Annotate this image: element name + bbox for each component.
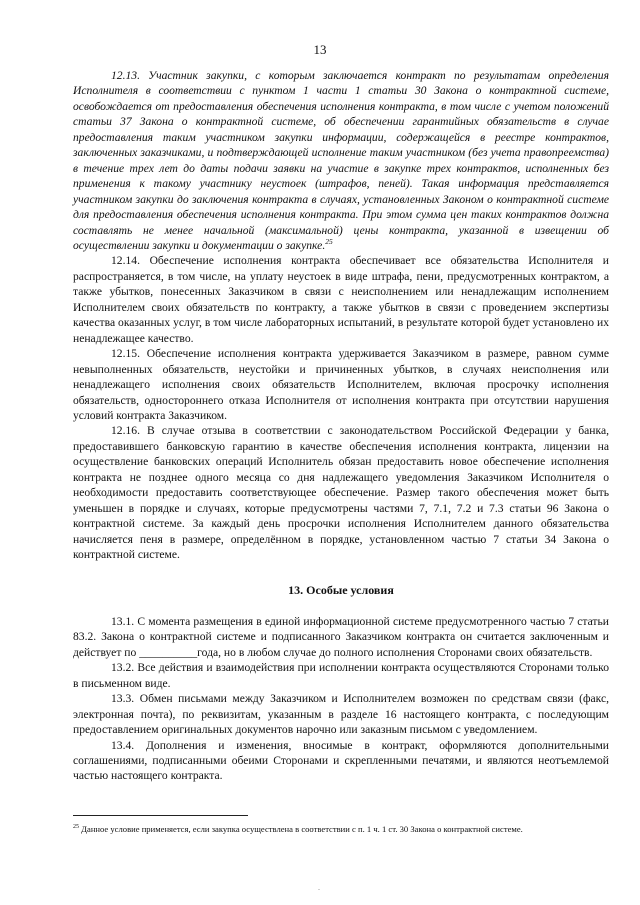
footnote-number: 25 bbox=[73, 824, 79, 831]
footnote-reference: 25 bbox=[325, 237, 333, 247]
bottom-mark: . bbox=[318, 883, 320, 892]
footnote-divider bbox=[73, 815, 248, 816]
clause-13-1: 13.1. С момента размещения в единой информационной системе предусмотренного частью 7 статьи 83.2. Закона о контрактной системе и подписанного Заказчиком контракта он считается заключенным и действует по __________года, но в любом случае до полного исполнения Сторонами своих обязательств. bbox=[73, 614, 609, 659]
section-gap bbox=[73, 563, 609, 577]
page-number: 13 bbox=[313, 42, 327, 57]
clause-12-14: 12.14. Обеспечение исполнения контракта обеспечивает все обязательства Исполнителя и распространяется, в том числе, на уплату неустоек в виде штрафа, пени, предусмотренных контрактом, а также убытков, понесенных Заказчиком в связи с неисполнением или ненадлежащим исполнением Исполнителем своих обязательств по контракту, а также убытков в связи с проведением экспертизы качества оказанных услуг, в том числе лабораторных испытаний, в результате которой будет установлено их ненадлежащее качество. bbox=[73, 254, 609, 345]
clause-12-13 bbox=[73, 68, 609, 253]
document-body bbox=[73, 68, 609, 784]
clause-12-13-text: 12.13. Участник закупки, с которым заключается контракт по результатам определения Исполнителя в соответствии с пунктом 1 части 1 статьи 30 Закона о контрактной системе, освобождается от предоставления обеспечения исполнения контракта, в том числе с учетом положений статьи 37 Закона о контрактной системе, об обеспечении гарантийных обязательств в случае предоставления таким участником закупки информации, содержащейся в реестре контрактов, заключенных заказчиками, и подтверждающей исполнение таким участником (без учета правопреемства) в течение трех лет до даты подачи заявки на участие в закупке трех контрактов, исполненных без применения к такому участнику неустоек (штрафов, пеней). Такая информация представляется участником закупки до заключения контракта в случаях, установленных Законом о контрактной системе для предоставления обеспечения исполнения контракта. При этом сумма цен таких контрактов должна составлять не менее начальной (максимальной) цены контракта, указанной в извещении об осуществлении закупки и документации о закупке. bbox=[73, 69, 609, 252]
footnote bbox=[73, 823, 609, 835]
clause-12-16: 12.16. В случае отзыва в соответствии с законодательством Российской Федерации у банка, предоставившего банковскую гарантию в качестве обеспечения исполнения контракта, лицензии на осуществление банковских операций Исполнитель обязан предоставить новое обеспечение исполнения контракта не позднее одного месяца со дня надлежащего уведомления Заказчиком Исполнителя о необходимости предоставить соответствующее обеспечение. Размер такого обеспечения может быть уменьшен в порядке и случаях, которые предусмотрены частями 7, 7.1, 7.2 и 7.3 статьи 96 Закона о контрактной системе. За каждый день просрочки исполнения Исполнителем данного обязательства начисляется пеня в размере, определённом в порядке, установленном частью 7 статьи 34 Закона о контрактной системе. bbox=[73, 424, 609, 562]
footnote-text: Данное условие применяется, если закупка осуществлена в соответствии с п. 1 ч. 1 ст. 30 Закона о контрактной системе. bbox=[79, 824, 523, 834]
section-13-heading: 13. Особые условия bbox=[288, 582, 394, 597]
clause-13-4: 13.4. Дополнения и изменения, вносимые в контракт, оформляются дополнительными соглашениями, подписанными обеими Сторонами и скрепленными печатями, и являются неотъемлемой частью настоящего контракта. bbox=[73, 738, 609, 783]
clause-13-3: 13.3. Обмен письмами между Заказчиком и Исполнителем возможен по средствам связи (факс, электронная почта), по реквизитам, указанным в разделе 16 настоящего контракта, с последующим предоставлением оригинальных документов нарочно или заказным письмом с уведомлением. bbox=[73, 692, 609, 737]
clause-13-2: 13.2. Все действия и взаимодействия при исполнении контракта осуществляются Сторонами только в письменном виде. bbox=[73, 661, 609, 690]
clause-12-15: 12.15. Обеспечение исполнения контракта удерживается Заказчиком в размере, равном сумме невыполненных обязательств, неустойки и причиненных убытков, в случаях неисполнения или ненадлежащего исполнения своих обязательств Исполнителем, включая просрочку исполнения обязательств, одностороннего отказа Исполнителя от исполнения контракта при отсутствии нарушения условий контракта Заказчиком. bbox=[73, 347, 609, 422]
